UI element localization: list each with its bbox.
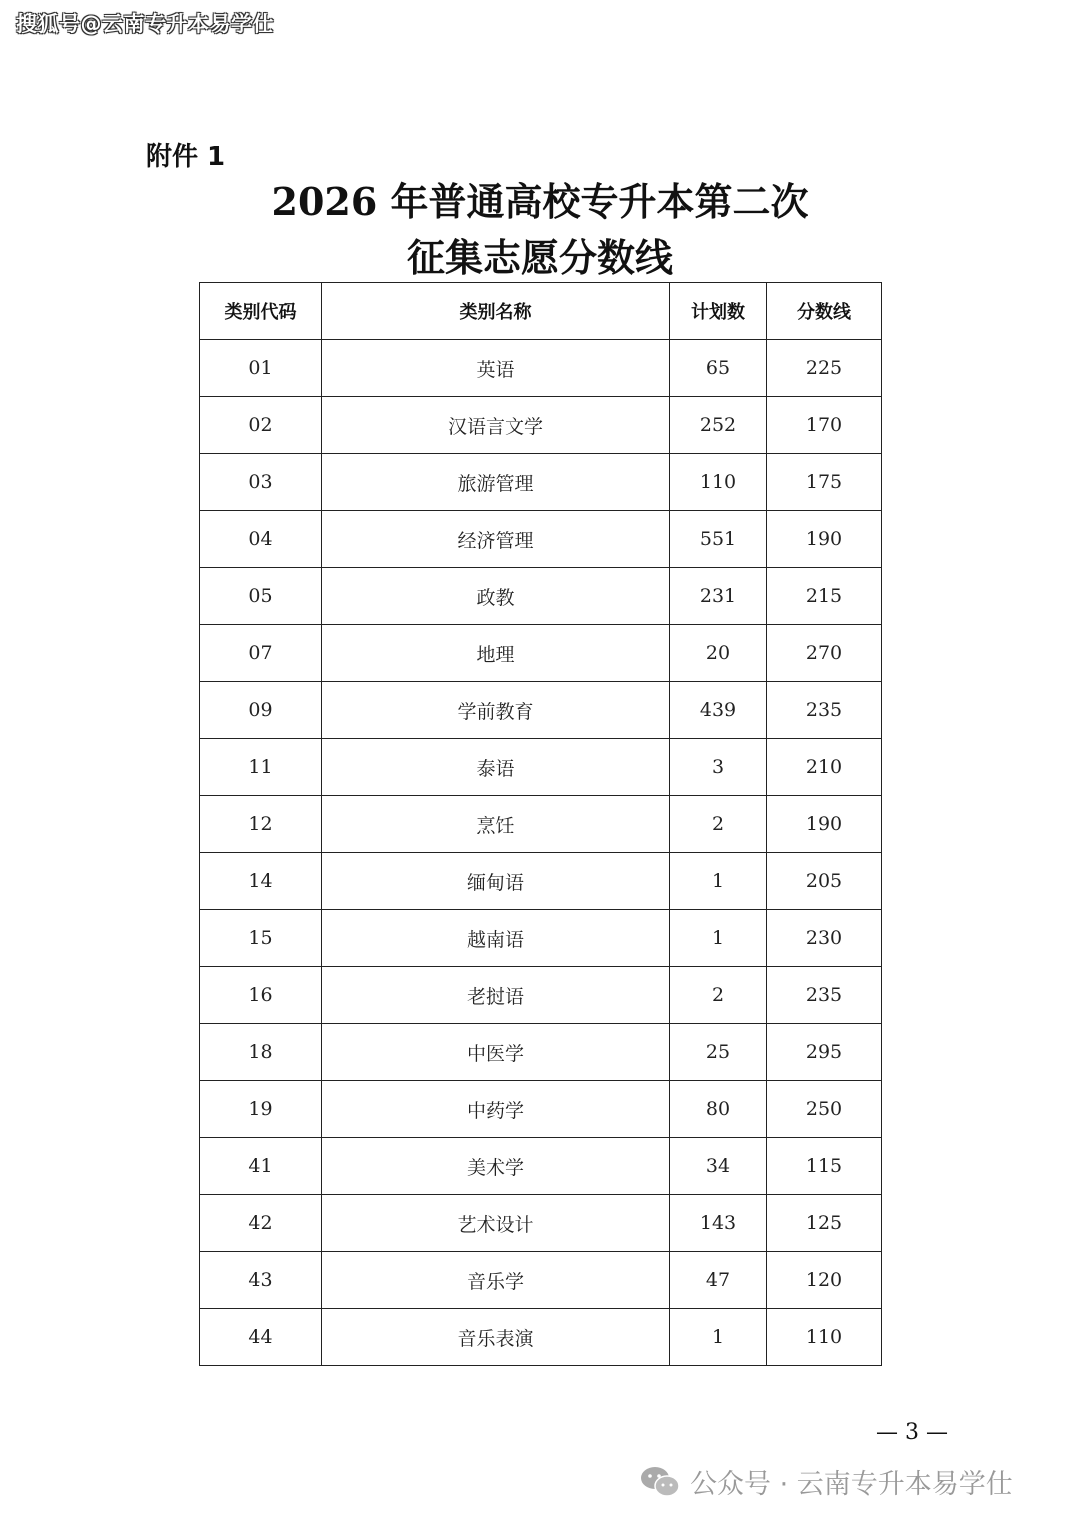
cell-category-name: 音乐表演 — [322, 1309, 670, 1366]
cell-score-line: 235 — [767, 967, 882, 1024]
cell-category-code: 03 — [200, 454, 322, 511]
cell-plan-count: 143 — [670, 1195, 767, 1252]
document-title-line1: 2026 年普通高校专升本第二次 — [271, 179, 809, 224]
cell-category-code: 43 — [200, 1252, 322, 1309]
cell-category-code: 15 — [200, 910, 322, 967]
cell-category-code: 07 — [200, 625, 322, 682]
attachment-label: 附件 1 — [146, 142, 226, 172]
cell-score-line: 235 — [767, 682, 882, 739]
cell-score-line: 230 — [767, 910, 882, 967]
cell-category-name: 英语 — [322, 340, 670, 397]
cell-score-line: 215 — [767, 568, 882, 625]
cell-score-line: 190 — [767, 511, 882, 568]
table-row — [200, 910, 882, 967]
cell-category-name: 地理 — [322, 625, 670, 682]
cell-category-name: 音乐学 — [322, 1252, 670, 1309]
table-row — [200, 568, 882, 625]
cell-category-code: 05 — [200, 568, 322, 625]
page-number: — 3 — — [876, 1420, 948, 1445]
cell-plan-count: 2 — [670, 967, 767, 1024]
cell-plan-count: 80 — [670, 1081, 767, 1138]
cell-category-name: 烹饪 — [322, 796, 670, 853]
cell-category-name: 越南语 — [322, 910, 670, 967]
cell-category-code: 18 — [200, 1024, 322, 1081]
cell-category-code: 02 — [200, 397, 322, 454]
cell-category-name: 缅甸语 — [322, 853, 670, 910]
cell-score-line: 190 — [767, 796, 882, 853]
table-row — [200, 340, 882, 397]
cell-score-line: 295 — [767, 1024, 882, 1081]
watermark-bottom-text: 公众号 · 云南专升本易学仕 — [690, 1469, 1013, 1500]
header-plan-count: 计划数 — [670, 283, 767, 340]
cell-plan-count: 2 — [670, 796, 767, 853]
cell-score-line: 115 — [767, 1138, 882, 1195]
table-row — [200, 682, 882, 739]
document-title-line2: 征集志愿分数线 — [406, 235, 673, 280]
cell-score-line: 170 — [767, 397, 882, 454]
cell-category-name: 泰语 — [322, 739, 670, 796]
header-category-code: 类别代码 — [200, 283, 322, 340]
cell-category-name: 老挝语 — [322, 967, 670, 1024]
cell-score-line: 120 — [767, 1252, 882, 1309]
cell-score-line: 270 — [767, 625, 882, 682]
cell-category-code: 19 — [200, 1081, 322, 1138]
cell-category-name: 经济管理 — [322, 511, 670, 568]
cell-score-line: 110 — [767, 1309, 882, 1366]
cell-category-code: 44 — [200, 1309, 322, 1366]
cell-plan-count: 252 — [670, 397, 767, 454]
table-body — [200, 340, 882, 1366]
table-row — [200, 397, 882, 454]
watermark-bottom — [640, 1462, 1013, 1501]
cell-category-name: 旅游管理 — [322, 454, 670, 511]
cell-category-name: 美术学 — [322, 1138, 670, 1195]
cell-category-code: 12 — [200, 796, 322, 853]
cell-plan-count: 3 — [670, 739, 767, 796]
cell-category-code: 04 — [200, 511, 322, 568]
table-row — [200, 511, 882, 568]
cell-category-code: 16 — [200, 967, 322, 1024]
cell-category-code: 01 — [200, 340, 322, 397]
cell-category-code: 09 — [200, 682, 322, 739]
cell-plan-count: 439 — [670, 682, 767, 739]
cell-plan-count: 1 — [670, 853, 767, 910]
table-row — [200, 1309, 882, 1366]
header-score-line: 分数线 — [767, 283, 882, 340]
cell-plan-count: 65 — [670, 340, 767, 397]
cell-score-line: 125 — [767, 1195, 882, 1252]
cell-plan-count: 231 — [670, 568, 767, 625]
table-row — [200, 1252, 882, 1309]
table-row — [200, 1024, 882, 1081]
cell-category-code: 41 — [200, 1138, 322, 1195]
table-row — [200, 454, 882, 511]
table-row — [200, 853, 882, 910]
cell-category-code: 11 — [200, 739, 322, 796]
cell-score-line: 175 — [767, 454, 882, 511]
cell-plan-count: 47 — [670, 1252, 767, 1309]
cell-plan-count: 110 — [670, 454, 767, 511]
cell-category-name: 中医学 — [322, 1024, 670, 1081]
cell-score-line: 225 — [767, 340, 882, 397]
table-header-row — [200, 283, 882, 340]
cell-plan-count: 34 — [670, 1138, 767, 1195]
table-row — [200, 739, 882, 796]
cell-plan-count: 551 — [670, 511, 767, 568]
score-table — [199, 282, 882, 1366]
cell-category-name: 学前教育 — [322, 682, 670, 739]
cell-plan-count: 25 — [670, 1024, 767, 1081]
cell-category-code: 14 — [200, 853, 322, 910]
wechat-icon — [640, 1465, 680, 1499]
watermark-top: 搜狐号@云南专升本易学仕 — [16, 12, 274, 36]
cell-category-code: 42 — [200, 1195, 322, 1252]
table-row — [200, 1195, 882, 1252]
cell-plan-count: 1 — [670, 910, 767, 967]
table-row — [200, 967, 882, 1024]
cell-category-name: 中药学 — [322, 1081, 670, 1138]
cell-category-name: 汉语言文学 — [322, 397, 670, 454]
cell-plan-count: 20 — [670, 625, 767, 682]
header-category-name: 类别名称 — [322, 283, 670, 340]
cell-score-line: 250 — [767, 1081, 882, 1138]
cell-category-name: 艺术设计 — [322, 1195, 670, 1252]
cell-score-line: 210 — [767, 739, 882, 796]
table-row — [200, 796, 882, 853]
table-row — [200, 1081, 882, 1138]
cell-score-line: 205 — [767, 853, 882, 910]
cell-category-name: 政教 — [322, 568, 670, 625]
table-row — [200, 1138, 882, 1195]
table-row — [200, 625, 882, 682]
cell-plan-count: 1 — [670, 1309, 767, 1366]
